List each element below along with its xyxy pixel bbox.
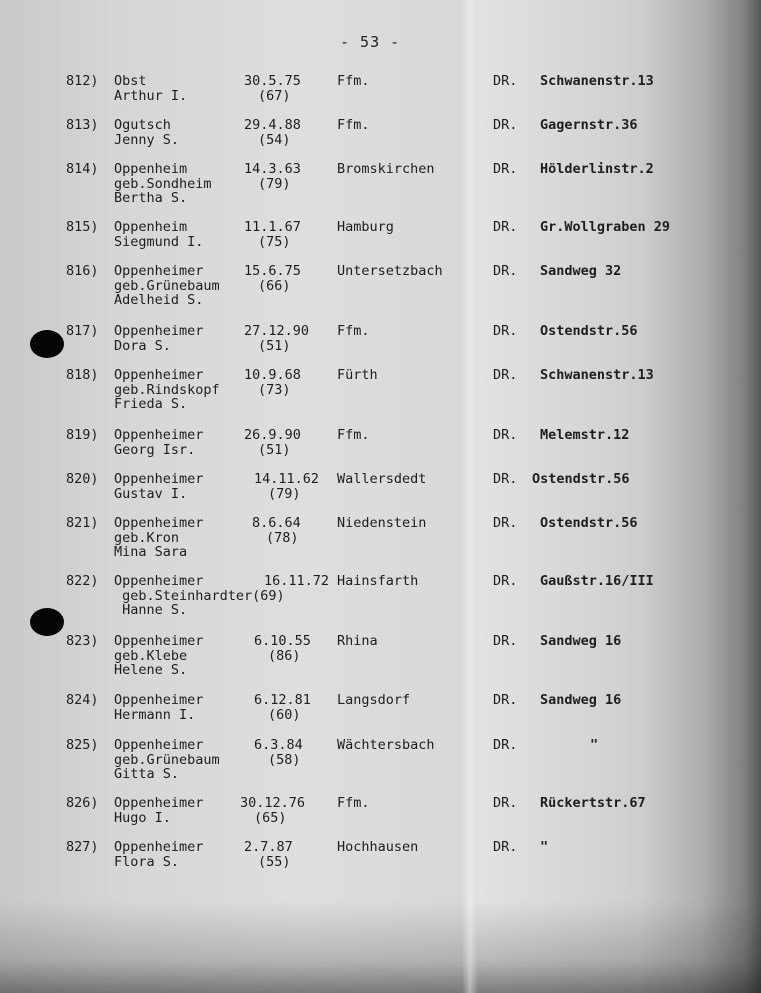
address: Gagernstr.36: [540, 117, 638, 133]
entry-number: 825): [66, 737, 99, 753]
age: (58): [268, 751, 301, 768]
dr-marker: DR.: [493, 161, 518, 177]
birth-place: Hochhausen: [337, 839, 419, 855]
birth-date: 14.11.62: [254, 471, 320, 487]
person-name: Obst Arthur I.: [114, 73, 188, 104]
dr-marker: DR.: [493, 471, 518, 487]
dr-marker: DR.: [493, 839, 518, 855]
birth-date: 6.10.55: [254, 633, 311, 649]
address: Gaußstr.16/III: [540, 573, 654, 589]
person-name: Oppenheimer geb.Grünebaum Gitta S.: [114, 737, 220, 782]
age: (65): [254, 809, 287, 826]
birth-place: Fürth: [337, 367, 378, 383]
age: (51): [258, 441, 291, 458]
address: Gr.Wollgraben 29: [540, 219, 671, 235]
birth-date: 27.12.90: [244, 323, 310, 339]
person-name: Ogutsch Jenny S.: [114, 117, 180, 148]
age: (60): [268, 706, 301, 723]
address: Hölderlinstr.2: [540, 161, 654, 177]
person-name: Oppenheimer Hugo I.: [114, 795, 204, 826]
address: Sandweg 32: [540, 263, 622, 279]
age: (51): [258, 337, 291, 354]
birth-date: 8.6.64: [252, 515, 301, 531]
birth-date: 30.12.76: [240, 795, 306, 811]
birth-date: 26.9.90: [244, 427, 301, 443]
dr-marker: DR.: [493, 515, 518, 531]
birth-date: 6.3.84: [254, 737, 303, 753]
address: Sandweg 16: [540, 692, 622, 708]
dr-marker: DR.: [493, 573, 518, 589]
birth-date: 2.7.87: [244, 839, 293, 855]
person-name: Oppenheimer geb.Grünebaum Adelheid S.: [114, 263, 220, 308]
birth-place: Ffm.: [337, 323, 370, 339]
entry-number: 822): [66, 573, 99, 589]
birth-date: 6.12.81: [254, 692, 311, 708]
dr-marker: DR.: [493, 219, 518, 235]
dr-marker: DR.: [493, 117, 518, 133]
birth-date: 10.9.68: [244, 367, 301, 383]
entry-number: 821): [66, 515, 99, 531]
address: Rückertstr.67: [540, 795, 646, 811]
birth-date: 30.5.75: [244, 73, 301, 89]
address: Ostendstr.56: [540, 323, 638, 339]
address: Ostendstr.56: [540, 515, 638, 531]
age: (86): [268, 647, 301, 664]
dr-marker: DR.: [493, 427, 518, 443]
entry-number: 818): [66, 367, 99, 383]
age: (79): [268, 485, 301, 502]
ink-blot: [30, 608, 64, 636]
age: (78): [266, 529, 299, 546]
birth-place: Hainsfarth: [337, 573, 419, 589]
dr-marker: DR.: [493, 367, 518, 383]
person-name: Oppenheimer geb.Steinhardter(69) Hanne S.: [114, 573, 285, 618]
person-name: Oppenheimer Gustav I.: [114, 471, 204, 502]
address: Melemstr.12: [540, 427, 630, 443]
birth-place: Ffm.: [337, 73, 370, 89]
birth-place: Ffm.: [337, 427, 370, 443]
ink-blot: [30, 330, 64, 358]
entry-number: 815): [66, 219, 99, 235]
address: Schwanenstr.13: [540, 367, 654, 383]
person-name: Oppenheimer Dora S.: [114, 323, 204, 354]
entry-number: 827): [66, 839, 99, 855]
birth-place: Bromskirchen: [337, 161, 435, 177]
address: ": [540, 839, 549, 855]
entry-number: 813): [66, 117, 99, 133]
birth-place: Wallersdedt: [337, 471, 427, 487]
birth-date: 16.11.72: [264, 573, 330, 589]
entry-number: 817): [66, 323, 99, 339]
page-fold-shadow: [462, 0, 478, 993]
birth-place: Ffm.: [337, 795, 370, 811]
address: Sandweg 16: [540, 633, 622, 649]
birth-place: Niedenstein: [337, 515, 427, 531]
dr-marker: DR.: [493, 263, 518, 279]
age: (79): [258, 175, 291, 192]
entry-number: 820): [66, 471, 99, 487]
person-name: Oppenheim Siegmund I.: [114, 219, 204, 250]
address: Schwanenstr.13: [540, 73, 654, 89]
dr-marker: DR.: [493, 795, 518, 811]
birth-date: 29.4.88: [244, 117, 301, 133]
age: (67): [258, 87, 291, 104]
birth-place: Hamburg: [337, 219, 394, 235]
age: (55): [258, 853, 291, 870]
dr-marker: DR.: [493, 633, 518, 649]
entry-number: 819): [66, 427, 99, 443]
age: (75): [258, 233, 291, 250]
person-name: Oppenheimer Georg Isr.: [114, 427, 204, 458]
dr-marker: DR.: [493, 737, 518, 753]
dr-marker: DR.: [493, 323, 518, 339]
person-name: Oppenheimer Hermann I.: [114, 692, 204, 723]
entry-number: 812): [66, 73, 99, 89]
person-name: Oppenheim geb.Sondheim Bertha S.: [114, 161, 212, 206]
person-name: Oppenheimer geb.Rindskopf Frieda S.: [114, 367, 220, 412]
birth-place: Untersetzbach: [337, 263, 443, 279]
entry-number: 826): [66, 795, 99, 811]
age: (73): [258, 381, 291, 398]
address: Ostendstr.56: [532, 471, 630, 487]
person-name: Oppenheimer Flora S.: [114, 839, 204, 870]
person-name: Oppenheimer geb.Kron Mina Sara: [114, 515, 204, 560]
birth-date: 14.3.63: [244, 161, 301, 177]
birth-date: 11.1.67: [244, 219, 301, 235]
birth-place: Rhina: [337, 633, 378, 649]
dr-marker: DR.: [493, 692, 518, 708]
person-name: Oppenheimer geb.Klebe Helene S.: [114, 633, 204, 678]
birth-date: 15.6.75: [244, 263, 301, 279]
entry-number: 814): [66, 161, 99, 177]
page-number: - 53 -: [340, 33, 401, 51]
age: (66): [258, 277, 291, 294]
dr-marker: DR.: [493, 73, 518, 89]
address: ": [590, 737, 599, 753]
entry-number: 823): [66, 633, 99, 649]
age: (54): [258, 131, 291, 148]
birth-place: Wächtersbach: [337, 737, 435, 753]
entry-number: 824): [66, 692, 99, 708]
entry-number: 816): [66, 263, 99, 279]
birth-place: Ffm.: [337, 117, 370, 133]
birth-place: Langsdorf: [337, 692, 411, 708]
